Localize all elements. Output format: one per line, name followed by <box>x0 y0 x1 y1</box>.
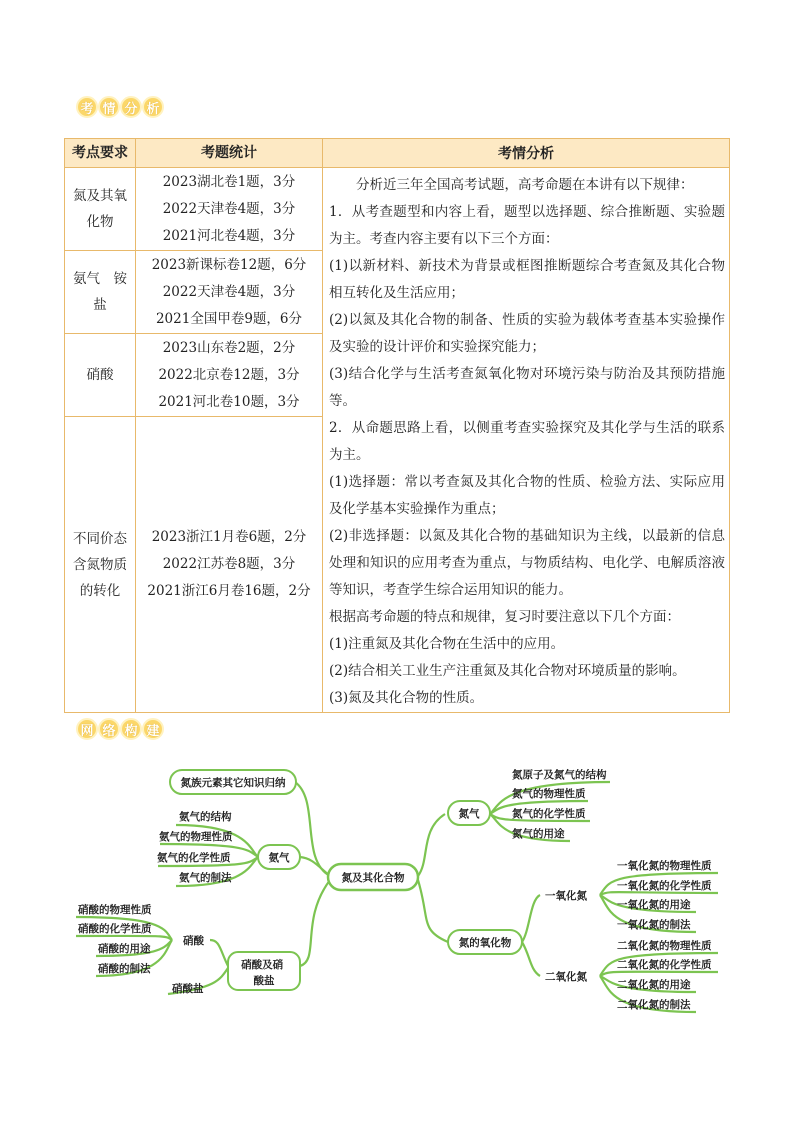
no-item: 一氧化氮的化学性质 <box>617 880 712 892</box>
no-item: 一氧化氮的物理性质 <box>617 860 712 872</box>
no-item: 一氧化氮的用途 <box>617 899 691 911</box>
no2-node: 二氧化氮 <box>545 971 587 983</box>
analysis-para: (3)结合化学与生活考查氮氧化物对环境污染与防治及其预防措施等。 <box>329 366 725 409</box>
header-analysis: 考情分析 <box>323 139 730 168</box>
ammonia-item: 氨气的化学性质 <box>157 852 231 864</box>
nitrogen-item: 氮原子及氮气的结构 <box>512 769 607 781</box>
nitric-node: 硝酸及硝 酸盐 <box>241 959 284 987</box>
analysis-para: 根据高考命题的特点和规律，复习时要注意以下几个方面： <box>329 609 680 625</box>
stat-line: 2023新课标卷12题，6分 <box>151 256 307 273</box>
stat-line: 2021河北卷4题，3分 <box>162 227 296 244</box>
title-char: 分 <box>120 96 142 118</box>
stat-line: 2021浙江6月卷16题，2分 <box>147 583 311 599</box>
nitric-item: 硝酸的用途 <box>98 943 151 955</box>
no2-item: 二氧化氮的化学性质 <box>617 959 712 971</box>
stat-line: 2021河北卷10题，3分 <box>158 393 300 410</box>
header-topic: 考点要求 <box>65 139 136 168</box>
stat-line: 2021全国甲卷9题，6分 <box>155 310 303 327</box>
stat-line: 2022北京卷12题，3分 <box>158 366 300 383</box>
header-stats: 考题统计 <box>136 139 323 168</box>
topic-text: 硝酸 <box>86 367 114 383</box>
title-char: 考 <box>76 96 98 118</box>
topic-text: 不同价态含氮物质的转化 <box>73 530 127 599</box>
stat-line: 2023浙江1月卷6题，2分 <box>151 529 307 545</box>
topic-text: 氮及其氧化物 <box>73 188 127 230</box>
ammonia-item: 氨气的制法 <box>179 872 232 884</box>
nitrogen-item: 氮气的物理性质 <box>512 788 586 800</box>
nitric-item: 硝酸的制法 <box>98 963 151 975</box>
nitric-item: 硝酸的物理性质 <box>78 904 152 916</box>
no2-item: 二氧化氮的制法 <box>617 999 691 1011</box>
stat-line: 2022天津卷4题，3分 <box>162 283 296 300</box>
nitrate-node: 硝酸盐 <box>172 983 204 995</box>
oxides-node: 氮的氧化物 <box>458 937 512 949</box>
nitrogen-node: 氮气 <box>458 808 480 820</box>
title-char: 构 <box>120 718 142 740</box>
stat-line: 2023湖北卷1题，3分 <box>162 173 296 190</box>
stat-line: 2022江苏卷8题，3分 <box>162 556 296 572</box>
analysis-para: (2)非选择题：以氮及其化合物的基础知识为主线，以最新的信息处理和知识的应用考查为重点，与物质结构、电化学、电解质溶液等知识，考查学生综合运用知识的能力。 <box>329 528 725 598</box>
analysis-para: 分析近三年全国高考试题，高考命题在本讲有以下规律： <box>356 177 694 193</box>
stat-line: 2022天津卷4题，3分 <box>162 200 296 217</box>
nitrogen-item: 氮气的化学性质 <box>512 808 586 820</box>
no2-item: 二氧化氮的用途 <box>617 979 691 991</box>
analysis-para: (3)氮及其化合物的性质。 <box>329 690 484 706</box>
mind-map-branches <box>76 782 718 1012</box>
analysis-para: (1)以新材料、新技术为背景或框图推断题综合考查氮及其化合物相互转化及生活应用； <box>329 258 725 301</box>
no-item: 一氧化氮的制法 <box>617 919 691 931</box>
analysis-para: 2．从命题思路上看，以侧重考查实验探究及其化学与生活的联系为主。 <box>329 420 725 463</box>
analysis-para: 1．从考查题型和内容上看，题型以选择题、综合推断题、实验题为主。考查内容主要有以下三个方面： <box>329 204 725 247</box>
analysis-para: (2)结合相关工业生产注重氮及其化合物对环境质量的影响。 <box>329 663 686 679</box>
ammonia-node: 氨气 <box>268 852 290 864</box>
topic-text: 氨气 铵盐 <box>73 271 127 313</box>
analysis-para: (1)注重氮及其化合物在生活中的应用。 <box>329 636 565 652</box>
n-elements-node: 氮族元素其它知识归纳 <box>180 777 286 789</box>
ammonia-item: 氨气的结构 <box>179 811 232 823</box>
nitric-sub-node: 硝酸 <box>183 935 204 947</box>
ammonia-item: 氨气的物理性质 <box>159 831 233 843</box>
title-char: 网 <box>76 718 98 740</box>
analysis-para: (1)选择题：常以考查氮及其化合物的性质、检验方法、实际应用及化学基本实验操作为重点； <box>329 474 725 517</box>
nitric-item: 硝酸的化学性质 <box>78 923 152 935</box>
title-char: 析 <box>142 96 164 118</box>
center-node: 氮及其化合物 <box>341 872 405 884</box>
no-node: 一氧化氮 <box>545 890 587 902</box>
stat-line: 2023山东卷2题，2分 <box>162 339 296 356</box>
nitrogen-item: 氮气的用途 <box>512 828 565 840</box>
title-char: 情 <box>98 96 120 118</box>
no2-item: 二氧化氮的物理性质 <box>617 940 712 952</box>
title-char: 建 <box>142 718 164 740</box>
analysis-para: (2)以氮及其化合物的制备、性质的实验为载体考查基本实验操作及实验的设计评价和实验探究能力； <box>329 312 725 355</box>
title-char: 络 <box>98 718 120 740</box>
